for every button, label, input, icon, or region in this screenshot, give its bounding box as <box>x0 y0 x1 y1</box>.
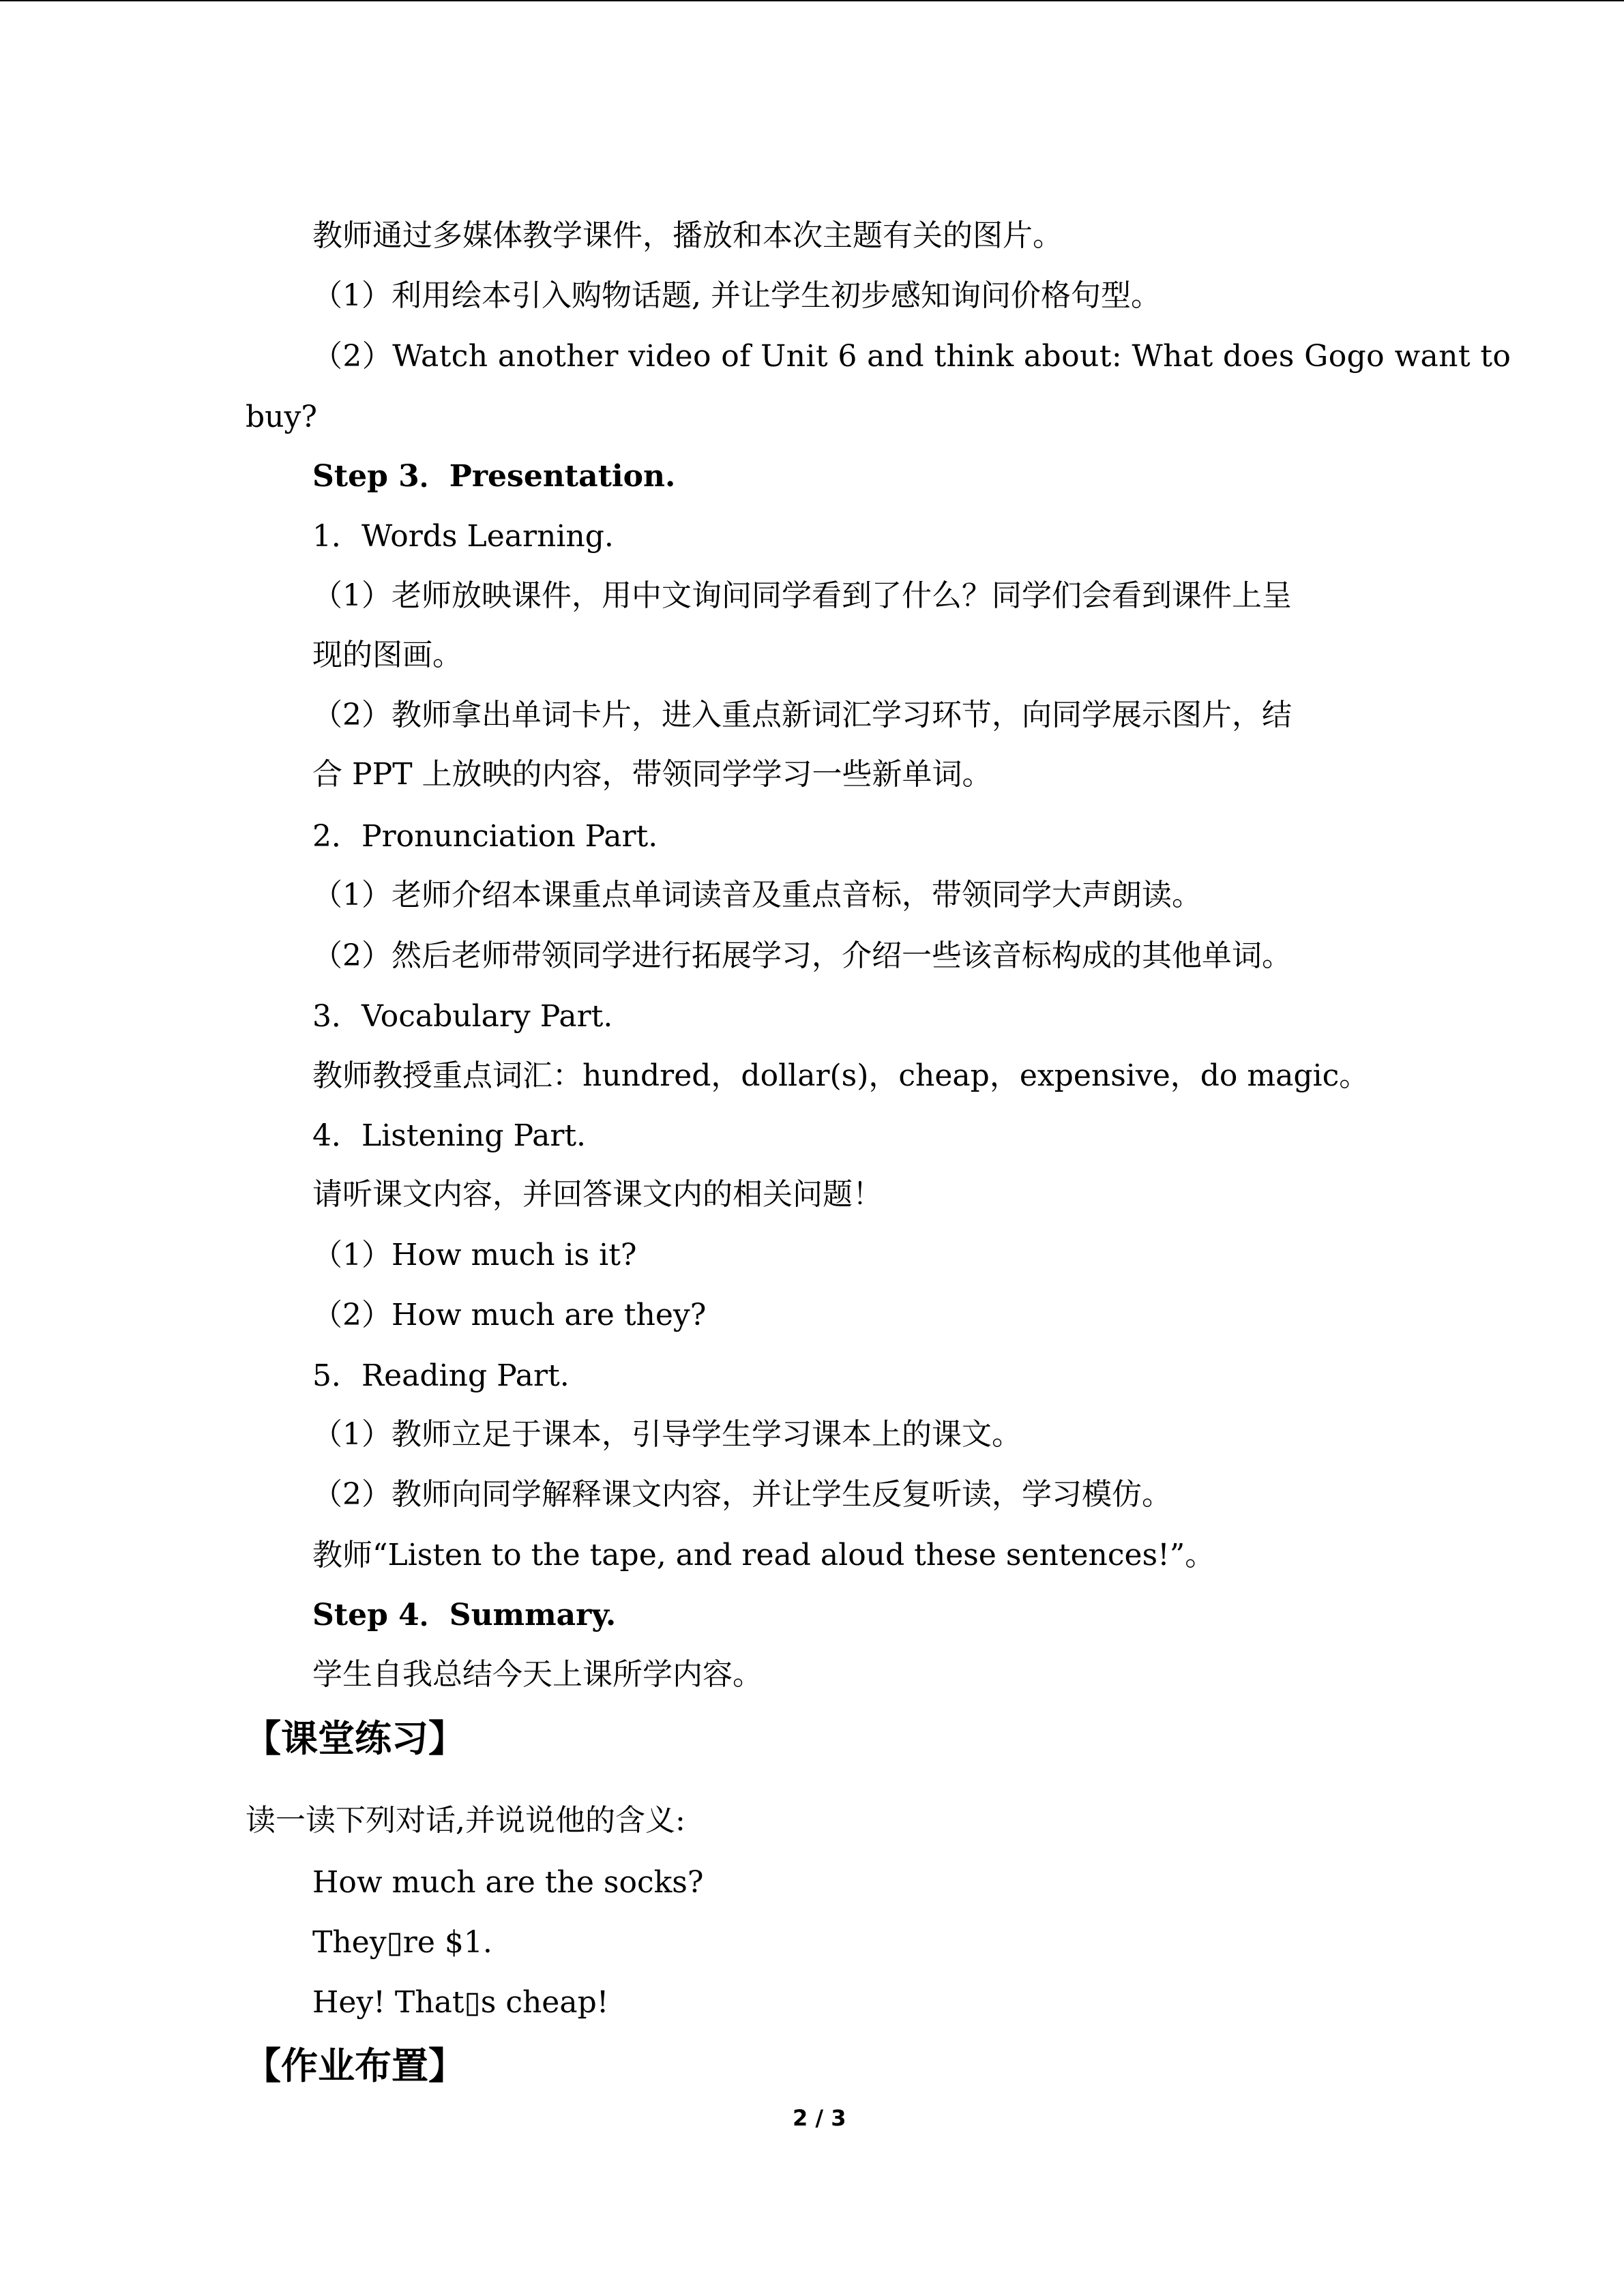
dialogue-line-2: They▯re $1. <box>312 1925 492 1960</box>
vocabulary-words: 教师教授重点词汇：hundred，dollar(s)，cheap，expensive，do magic。 <box>312 1058 1370 1093</box>
page-number: 2 / 3 <box>793 2105 846 2131</box>
listening-question-1: （1）How much is it? <box>312 1238 637 1272</box>
words-learning-item-1: （1）老师放映课件，用中文询问同学看到了什么？同学们会看到课件上呈 <box>312 578 1292 613</box>
words-learning-item-2: （2）教师拿出单词卡片，进入重点新词汇学习环节，向同学展示图片，结 <box>312 698 1292 732</box>
pronunciation-item-2: （2）然后老师带领同学进行拓展学习，介绍一些该音标构成的其他单词。 <box>312 938 1292 973</box>
pronunciation-item-1: （1）老师介绍本课重点单词读音及重点音标，带领同学大声朗读。 <box>312 878 1202 912</box>
reading-title: 5．Reading Part. <box>312 1358 570 1393</box>
reading-instruction: 教师“Listen to the tape, and read aloud these sentences!”。 <box>312 1538 1215 1572</box>
classroom-practice-heading: 【课堂练习】 <box>244 1717 465 1760</box>
activity-item-1: （1）利用绘本引入购物话题, 并让学生初步感知询问价格句型。 <box>312 278 1161 313</box>
words-learning-item-2-continued: 合 PPT 上放映的内容，带领同学学习一些新单词。 <box>312 757 992 792</box>
homework-heading: 【作业布置】 <box>244 2044 465 2087</box>
listening-title: 4．Listening Part. <box>312 1118 587 1153</box>
words-learning-item-1-continued: 现的图画。 <box>312 638 462 672</box>
activity-item-2-continued: buy? <box>246 400 317 434</box>
reading-item-2: （2）教师向同学解释课文内容，并让学生反复听读，学习模仿。 <box>312 1477 1172 1512</box>
practice-instruction: 读一读下列对话,并说说他的含义: <box>246 1803 685 1838</box>
top-border-line <box>0 0 1624 1</box>
listening-instruction: 请听课文内容，并回答课文内的相关问题！ <box>312 1177 883 1212</box>
step-4-heading: Step 4．Summary. <box>312 1598 617 1632</box>
vocabulary-title: 3．Vocabulary Part. <box>312 999 613 1034</box>
dialogue-line-1: How much are the socks? <box>312 1865 704 1900</box>
dialogue-line-3: Hey! That▯s cheap! <box>312 1985 609 2020</box>
pronunciation-title: 2．Pronunciation Part. <box>312 819 658 854</box>
reading-item-1: （1）教师立足于课本，引导学生学习课本上的课文。 <box>312 1417 1022 1452</box>
words-learning-title: 1．Words Learning. <box>312 519 614 554</box>
listening-question-2: （2）How much are they? <box>312 1298 707 1332</box>
step-3-heading: Step 3．Presentation. <box>312 459 676 494</box>
activity-item-2: （2）Watch another video of Unit 6 and think about: What does Gogo want to <box>312 339 1511 374</box>
summary-text: 学生自我总结今天上课所学内容。 <box>312 1657 763 1692</box>
intro-paragraph: 教师通过多媒体教学课件，播放和本次主题有关的图片。 <box>312 218 1063 253</box>
